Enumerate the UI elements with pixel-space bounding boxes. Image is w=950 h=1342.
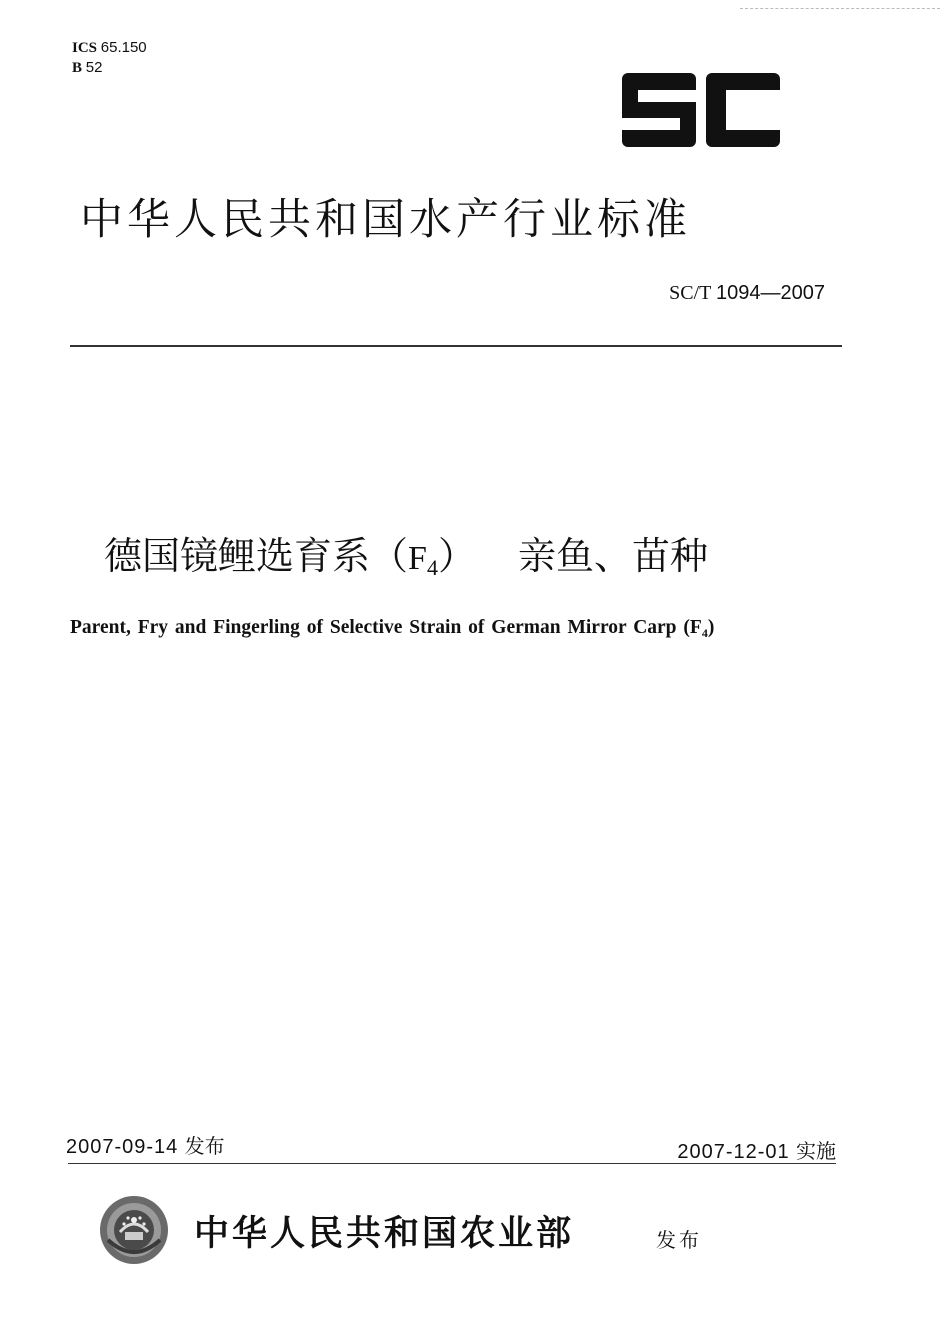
sc-logo-letter-s xyxy=(622,73,696,147)
ccs-code xyxy=(72,58,147,78)
standard-number xyxy=(669,282,825,305)
classification-codes xyxy=(72,38,147,78)
issue-date-word: 发布 xyxy=(184,1134,225,1158)
document-title-cn xyxy=(104,530,844,594)
document-title-cn-f: F xyxy=(408,540,427,577)
document-title-cn-part2: 亲鱼、苗种 xyxy=(517,534,708,578)
standard-number-value: 1094—2007 xyxy=(716,282,825,304)
ccs-value: 52 xyxy=(85,59,103,76)
document-title-en-close: ) xyxy=(707,617,715,638)
ics-code xyxy=(72,38,147,58)
header-divider xyxy=(70,345,842,347)
standard-title: 中华人民共和国水产行业标准 xyxy=(80,195,691,245)
publisher-suffix: 发布 xyxy=(656,1228,702,1252)
ics-value: 65.150 xyxy=(100,39,147,56)
sc-logo xyxy=(622,73,780,147)
ics-label: ICS xyxy=(72,40,98,56)
document-title-en-main: Parent, Fry and Fingerling of Selective Strain of German Mirror Carp (F xyxy=(70,617,702,638)
scan-edge-line xyxy=(740,8,940,9)
national-emblem-icon xyxy=(98,1194,170,1266)
issue-date xyxy=(66,1130,225,1159)
implement-date-word: 实施 xyxy=(796,1139,836,1163)
document-title-en xyxy=(70,617,870,641)
document-title-cn-main: 德国镜鲤选育系（ xyxy=(104,534,409,578)
implement-date-value: 2007-12-01 xyxy=(677,1141,790,1163)
document-title-cn-subscript: 4 xyxy=(426,555,438,580)
sc-logo-letter-c xyxy=(706,73,780,147)
footer-divider xyxy=(68,1163,836,1164)
document-title-en-subscript: 4 xyxy=(701,626,708,640)
publisher-name: 中华人民共和国农业部 xyxy=(194,1213,575,1254)
issue-date-value: 2007-09-14 xyxy=(66,1136,179,1158)
document-title-cn-close: ） xyxy=(437,534,476,578)
standard-code: SC/T xyxy=(669,282,712,304)
implement-date xyxy=(677,1135,836,1164)
ccs-label: B xyxy=(72,60,83,76)
